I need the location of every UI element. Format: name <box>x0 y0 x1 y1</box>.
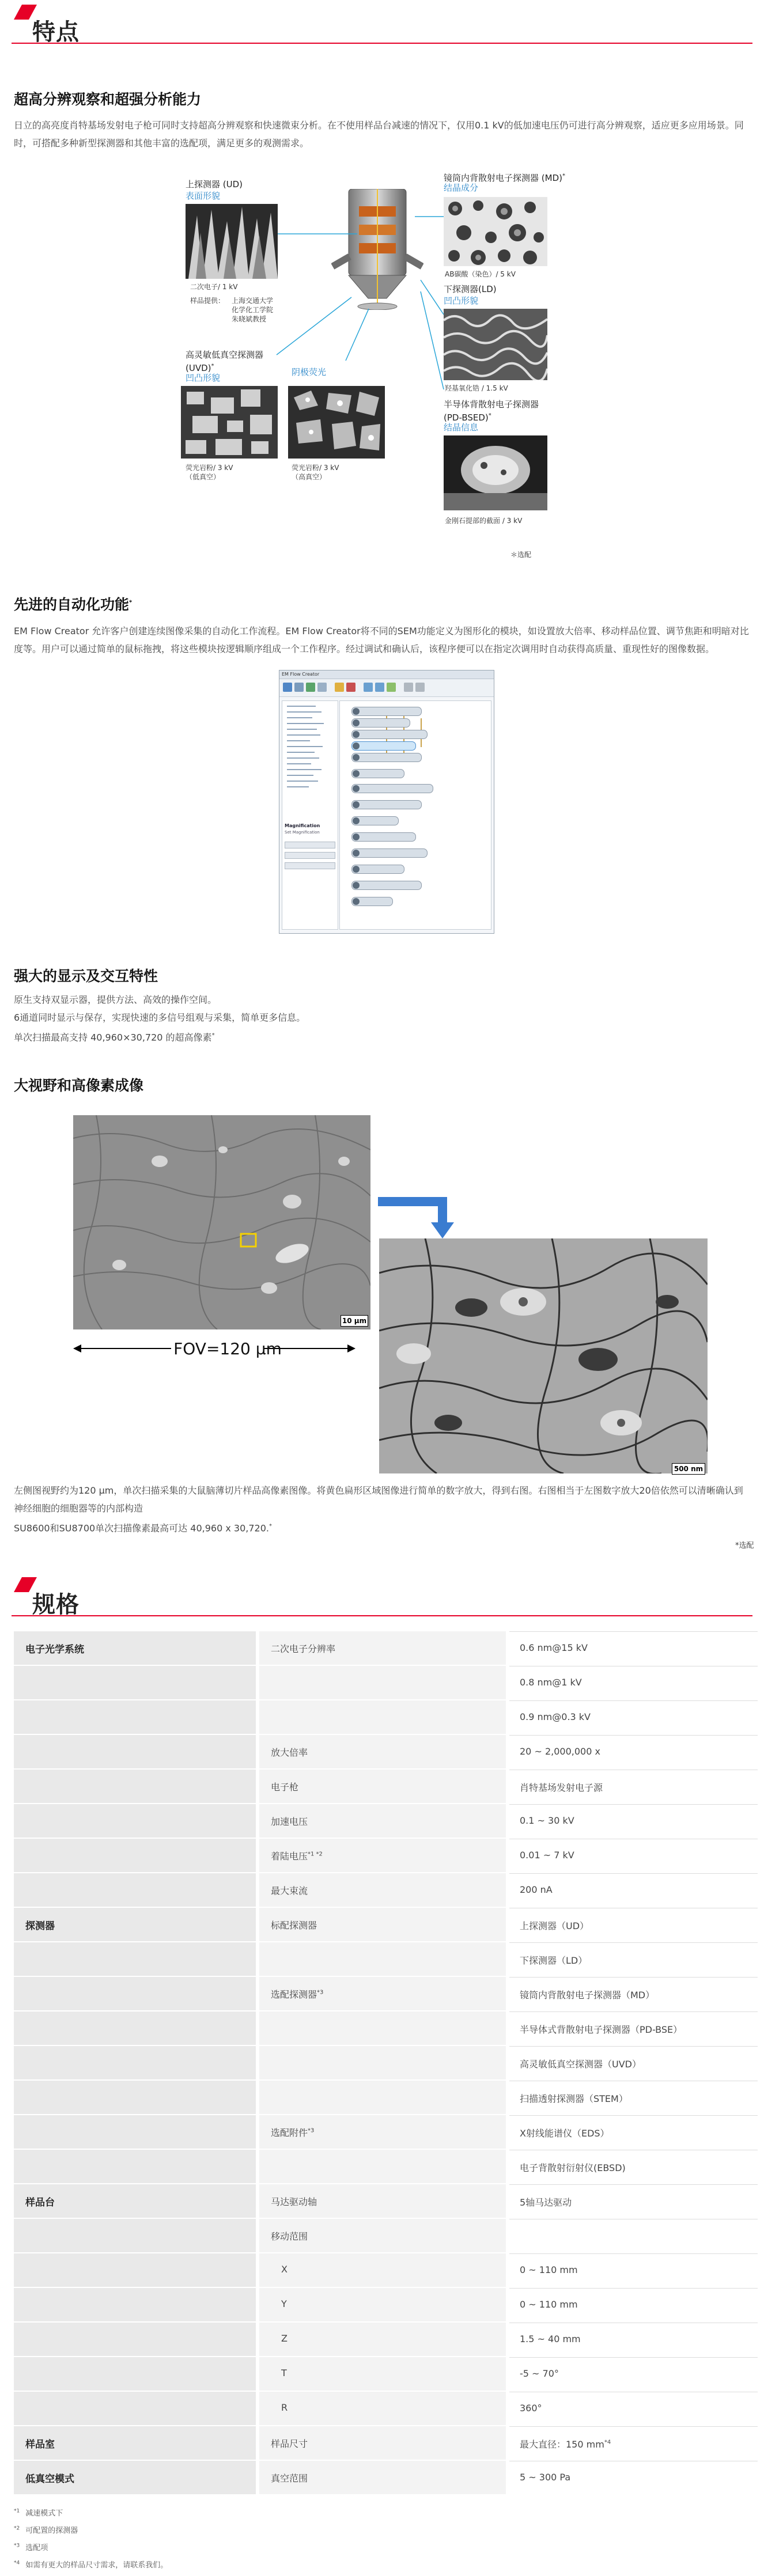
spec-item-cell <box>259 1839 506 1873</box>
spec-item-cell <box>259 1735 506 1770</box>
spec-value-cell <box>509 2426 758 2461</box>
pd-micrograph <box>444 435 547 510</box>
spec-value-cell <box>509 2081 758 2116</box>
spec-item: 移动范围 <box>271 2231 308 2242</box>
toolbar-icon[interactable] <box>317 683 327 692</box>
workflow-node[interactable] <box>351 784 433 793</box>
spec-category-cell <box>14 2357 256 2392</box>
spec-row <box>14 1908 758 1942</box>
section-heading-resolution: 超高分辨观察和超强分析能力 <box>14 91 202 108</box>
spec-category-cell <box>14 2219 256 2253</box>
display-line-3: 单次扫描最高支持 40,960×30,720 的超高像素* <box>14 1032 215 1043</box>
spec-item-cell <box>259 2184 506 2219</box>
spec-item-cell <box>259 1770 506 1804</box>
spec-row <box>14 2323 758 2357</box>
spec-item-cell <box>259 2288 506 2323</box>
zoom-arrow-icon <box>378 1197 459 1243</box>
spec-category-cell <box>14 1770 256 1804</box>
section-heading-display: 强大的显示及交互特性 <box>14 968 158 984</box>
property-field[interactable] <box>285 852 335 859</box>
spec-category-cell <box>14 2253 256 2288</box>
spec-item-cell <box>259 1908 506 1942</box>
spec-category-cell <box>14 2461 256 2495</box>
cl-caption-2: （高真空） <box>292 473 327 481</box>
spec-value-cell <box>509 2288 758 2323</box>
uvd-detector-label2: (UVD)* <box>186 363 214 373</box>
spec-item-cell <box>259 2115 506 2150</box>
spec-value: 0.9 nm@0.3 kV <box>520 1711 591 1722</box>
spec-value: 高灵敏低真空探测器（UVD） <box>520 2059 641 2070</box>
sample-provider-line: 朱晓斌教授 <box>232 315 267 323</box>
toolbar-icon[interactable] <box>375 683 384 692</box>
display-line-1: 原生支持双显示器，提供方法、高效的操作空间。 <box>14 994 217 1005</box>
toolbar-icon[interactable] <box>346 683 355 692</box>
footnote: $^{*2}$ 可配置的探测器 <box>14 2525 78 2535</box>
spec-item: 最大束流 <box>271 1885 308 1896</box>
toolbar-icon[interactable] <box>294 683 304 692</box>
pd-detector-subtitle: 结晶信息 <box>444 422 479 433</box>
optional-note: ＊选配 <box>510 551 532 559</box>
uvd-caption-2: （低真空） <box>186 473 221 481</box>
spec-item-cell <box>259 2011 506 2046</box>
spec-item: X <box>281 2264 288 2275</box>
spec-row <box>14 1804 758 1839</box>
spec-category-cell <box>14 1942 256 1977</box>
spec-item-cell <box>259 1873 506 1908</box>
spec-row <box>14 1770 758 1804</box>
spec-row <box>14 2357 758 2392</box>
ld-detector-label: 下探测器(LD) <box>444 284 497 294</box>
fov-body: 左侧图视野约为120 μm，单次扫描采集的大鼠脑薄切片样品高像素图像。将黄色扁形区域图像进行简单的数字放大，得到右图。右图相当于左图数字放大20倍依然可以清晰确认到神经细胞的细胞器等的内部构造 <box>14 1485 743 1514</box>
spec-row <box>14 2046 758 2081</box>
spec-value-cell <box>509 2461 758 2496</box>
workflow-node[interactable] <box>351 730 428 739</box>
cl-caption-1: 荧光岩粉/ 3 kV <box>292 464 339 472</box>
ld-caption: 羟基氧化锆 / 1.5 kV <box>445 384 508 392</box>
workflow-canvas[interactable] <box>339 700 491 930</box>
spec-category-cell <box>14 2011 256 2046</box>
module-tree-panel <box>282 700 338 930</box>
spec-value: 0.1 ~ 30 kV <box>520 1815 574 1826</box>
spec-category-cell <box>14 1839 256 1873</box>
spec-row <box>14 2461 758 2495</box>
spec-value-cell <box>509 1631 758 1666</box>
spec-category-cell <box>14 1977 256 2011</box>
spec-category: 样品室 <box>25 2439 55 2450</box>
md-detector-label: 镜筒内背散射电子探测器 (MD)* <box>444 173 565 183</box>
spec-item: Y <box>281 2298 287 2309</box>
spec-value: 镜筒内背散射电子探测器（MD） <box>520 1990 655 2001</box>
spec-category-cell <box>14 2426 256 2461</box>
workflow-node[interactable] <box>351 753 422 762</box>
spec-value: -5 ~ 70° <box>520 2368 559 2379</box>
toolbar-icon[interactable] <box>404 683 413 692</box>
spec-category-cell <box>14 1804 256 1839</box>
spec-value-cell <box>509 1908 758 1943</box>
pd-caption: 金刚石提部的截面 / 3 kV <box>445 517 523 525</box>
specs-title: 规格 <box>32 1592 80 1618</box>
toolbar-icon[interactable] <box>283 683 292 692</box>
fov-label: FOV=120 μm <box>173 1339 282 1358</box>
spec-value-cell <box>509 2115 758 2150</box>
fov-pixel-note: SU8600和SU8700单次扫描像素最高可达 40,960 x 30,720.* <box>14 1522 272 1534</box>
ud-detector-label: 上探测器 (UD) <box>186 179 243 190</box>
scale-bar-left: 10 μm <box>341 1315 368 1327</box>
spec-value: X射线能谱仪（EDS） <box>520 2128 610 2139</box>
spec-value: 肖特基场发射电子源 <box>520 1782 603 1793</box>
spec-category-cell <box>14 2288 256 2323</box>
spec-item-cell <box>259 2426 506 2461</box>
spec-category: 电子光学系统 <box>25 1644 84 1656</box>
spec-category: 样品台 <box>25 2197 55 2208</box>
section-heading-automation: 先进的自动化功能* <box>14 596 133 613</box>
spec-item: 真空范围 <box>271 2473 308 2484</box>
toolbar-icon[interactable] <box>364 683 373 692</box>
ud-caption: 二次电子/ 1 kV <box>190 283 238 291</box>
spec-item: R <box>281 2402 288 2413</box>
spec-value-cell <box>509 1700 758 1736</box>
spec-item: 二次电子分辨率 <box>271 1643 336 1654</box>
spec-item: 着陆电压$^{*1 *2}$ <box>271 1851 323 1862</box>
spec-item: 电子枪 <box>271 1782 299 1793</box>
spec-value-cell <box>509 2219 758 2254</box>
toolbar-icon[interactable] <box>306 683 315 692</box>
spec-value-cell <box>509 2392 758 2427</box>
spec-value-cell <box>509 1977 758 2012</box>
toolbar-icon[interactable] <box>415 683 425 692</box>
features-title: 特点 <box>32 19 80 46</box>
spec-category-cell <box>14 2150 256 2184</box>
spec-row <box>14 1873 758 1908</box>
spec-item: 选配探测器$^{*3}$ <box>271 1989 324 2000</box>
spec-value: 20 ~ 2,000,000 x <box>520 1746 600 1757</box>
spec-value-cell <box>509 2150 758 2185</box>
spec-item-cell <box>259 2081 506 2115</box>
spec-item-cell <box>259 1631 506 1666</box>
spec-value-cell <box>509 1735 758 1770</box>
spec-value: 5轴马达驱动 <box>520 2197 572 2208</box>
spec-row <box>14 2253 758 2288</box>
detector-figure <box>179 171 593 562</box>
ud-detector-subtitle: 表面形貌 <box>186 191 221 201</box>
uvd-detector-subtitle: 凹凸形貌 <box>186 373 221 383</box>
spec-item-cell <box>259 1977 506 2011</box>
properties-panel-subtitle: Set Magnification <box>285 830 320 835</box>
spec-row <box>14 1839 758 1873</box>
cl-micrograph <box>288 386 385 459</box>
spec-value-cell <box>509 1873 758 1908</box>
workflow-node[interactable] <box>351 707 422 716</box>
spec-row <box>14 2288 758 2323</box>
ld-micrograph <box>444 309 547 380</box>
spec-item: Z <box>281 2333 288 2344</box>
spec-value-cell <box>509 1804 758 1839</box>
spec-item: 加速电压 <box>271 1816 308 1827</box>
md-detector-subtitle: 结晶成分 <box>444 183 479 193</box>
spec-value-cell <box>509 2011 758 2047</box>
spec-category-cell <box>14 1700 256 1735</box>
md-micrograph <box>444 197 547 266</box>
spec-value-cell <box>509 1839 758 1874</box>
spec-value: 电子背散射衍射仪(EBSD) <box>520 2162 626 2173</box>
high-mag-micrograph <box>379 1238 708 1473</box>
spec-category: 探测器 <box>25 1920 55 1932</box>
spec-item-cell <box>259 2357 506 2392</box>
spec-value-cell <box>509 1770 758 1805</box>
spec-item-cell <box>259 2323 506 2357</box>
spec-value: 0 ~ 110 mm <box>520 2264 578 2275</box>
spec-value-cell <box>509 2253 758 2289</box>
spec-item: 标配探测器 <box>271 1920 317 1931</box>
spec-item: 选配附件$^{*3}$ <box>271 2127 315 2138</box>
property-field[interactable] <box>285 862 335 869</box>
spec-value-cell <box>509 2046 758 2081</box>
spec-category-cell <box>14 1666 256 1700</box>
spec-item-cell <box>259 1666 506 1700</box>
workflow-node[interactable] <box>351 832 416 842</box>
section-heading-fov: 大视野和高像素成像 <box>14 1077 144 1094</box>
spec-item-cell <box>259 2150 506 2184</box>
toolbar-icon[interactable] <box>335 683 344 692</box>
spec-item-cell <box>259 2461 506 2495</box>
spec-value-cell <box>509 2184 758 2219</box>
section-body-automation: EM Flow Creator 允许客户创建连续图像采集的自动化工作流程。EM Flow Creator将不同的SEM功能定义为图形化的模块，如设置放大倍率、移动样品位置、调节焦距和明暗对比度等。用户可以通过简单的鼠标拖拽，将这些模块按逻辑顺序组成一个工作程序。经过调试和确认后，该程序便可以在指定次调用时自动获得高质量、重现性好的图像数据。 <box>14 626 749 654</box>
spec-category-cell <box>14 1735 256 1770</box>
spec-item-cell <box>259 2392 506 2426</box>
spec-item: T <box>281 2367 287 2378</box>
spec-category-cell <box>14 1631 256 1666</box>
software-titlebar: EM Flow Creator <box>279 670 494 679</box>
spec-category-cell <box>14 2392 256 2426</box>
section-body-resolution: 日立的高亮度肖特基场发射电子枪可同时支持超高分辨观察和快速微束分析。在不使用样品台减速的情况下，仅用0.1 kV的低加速电压仍可进行高分辨观察，适应更多应用场景。同时，可搭配多种新型探测器和其他丰富的选配项，满足更多的观测需求。 <box>14 120 744 149</box>
spec-category-cell <box>14 2081 256 2115</box>
spec-value: 上探测器（UD） <box>520 1920 589 1931</box>
spec-category-cell <box>14 1908 256 1942</box>
spec-row <box>14 2150 758 2184</box>
spec-row <box>14 1666 758 1700</box>
spec-value: 1.5 ~ 40 mm <box>520 2333 581 2344</box>
spec-value: 360° <box>520 2403 542 2414</box>
footnote: $^{*4}$ 如需有更大的样品尺寸需求，请联系我们。 <box>14 2560 168 2570</box>
properties-panel-title: Magnification <box>285 823 320 828</box>
uvd-detector-label: 高灵敏低真空探测器 <box>186 350 264 360</box>
spec-value: 5 ~ 300 Pa <box>520 2472 571 2483</box>
workflow-node-selected[interactable] <box>351 741 416 751</box>
workflow-node[interactable] <box>351 800 422 809</box>
ld-detector-subtitle: 凹凸形貌 <box>444 296 479 306</box>
spec-item: 马达驱动轴 <box>271 2196 317 2207</box>
spec-item-cell <box>259 1804 506 1839</box>
spec-category-cell <box>14 2323 256 2357</box>
spec-value: 扫描透射探测器（STEM） <box>520 2093 628 2104</box>
spec-item-cell <box>259 1700 506 1735</box>
spec-value-cell <box>509 1942 758 1978</box>
features-section-header <box>12 0 752 44</box>
uvd-caption-1: 荧光岩粉/ 3 kV <box>186 464 233 472</box>
spec-category-cell <box>14 1873 256 1908</box>
spec-value: 0.8 nm@1 kV <box>520 1677 582 1688</box>
workflow-node[interactable] <box>351 816 399 825</box>
pd-detector-label2: (PD-BSED)* <box>444 412 491 423</box>
spec-row <box>14 2184 758 2219</box>
spec-category-cell <box>14 2046 256 2081</box>
md-caption: AB碳酸（染色）/ 5 kV <box>445 270 516 278</box>
sample-provider-line: 化学化工学院 <box>232 306 274 314</box>
cl-label: 阴极荧光 <box>292 367 327 377</box>
workflow-node[interactable] <box>351 718 410 728</box>
spec-row <box>14 1942 758 1977</box>
spec-item-cell <box>259 2046 506 2081</box>
spec-value: 最大直径：150 $mm^{*4}$ <box>520 2439 611 2450</box>
property-field[interactable] <box>285 842 335 848</box>
spec-row <box>14 2115 758 2150</box>
spec-row <box>14 1735 758 1770</box>
spec-value: 200 nA <box>520 1884 553 1895</box>
spec-row <box>14 1977 758 2011</box>
spec-value: 0.6 nm@15 kV <box>520 1642 588 1653</box>
uvd-micrograph <box>181 386 278 459</box>
workflow-node[interactable] <box>351 848 428 858</box>
spec-row <box>14 1631 758 1666</box>
spec-item: 放大倍率 <box>271 1747 308 1758</box>
spec-category-cell <box>14 2115 256 2150</box>
spec-item-cell <box>259 2253 506 2288</box>
spec-value-cell <box>509 1666 758 1701</box>
spec-row <box>14 2219 758 2253</box>
spec-item-cell <box>259 2219 506 2253</box>
software-toolbar <box>279 679 494 697</box>
spec-value: 0.01 ~ 7 kV <box>520 1850 574 1861</box>
spec-item-cell <box>259 1942 506 1977</box>
ud-micrograph <box>186 204 278 279</box>
footnote: $^{*1}$ 减速模式下 <box>14 2508 63 2518</box>
fov-optional-note: *选配 <box>735 1541 754 1550</box>
spec-value: 0 ~ 110 mm <box>520 2299 578 2310</box>
footnote: $^{*3}$ 选配项 <box>14 2543 48 2552</box>
workflow-node[interactable] <box>351 769 404 778</box>
spec-value: 半导体式背散射电子探测器（PD-BSE） <box>520 2024 683 2035</box>
spec-category: 低真空模式 <box>25 2473 74 2485</box>
spec-item: 样品尺寸 <box>271 2438 308 2449</box>
spec-value-cell <box>509 2323 758 2358</box>
workflow-node[interactable] <box>351 865 404 874</box>
spec-category-cell <box>14 2184 256 2219</box>
spec-row <box>14 2392 758 2426</box>
spec-row <box>14 1700 758 1735</box>
specs-section-header <box>12 1573 752 1616</box>
workflow-node[interactable] <box>351 881 422 890</box>
sample-provider-line: 上海交通大学 <box>232 297 274 305</box>
scale-bar-right: 500 nm <box>672 1463 705 1475</box>
em-flow-creator-screenshot <box>279 670 494 934</box>
spec-value: 下探测器（LD） <box>520 1955 588 1966</box>
workflow-node[interactable] <box>351 897 393 906</box>
pd-detector-label: 半导体背散射电子探测器 <box>444 399 539 410</box>
spec-row <box>14 2426 758 2461</box>
spec-table <box>14 1631 758 2495</box>
sample-provider-label: 样品提供： <box>190 297 225 305</box>
spec-row <box>14 2081 758 2115</box>
low-mag-micrograph <box>73 1115 370 1329</box>
toolbar-icon[interactable] <box>387 683 396 692</box>
spec-value-cell <box>509 2357 758 2392</box>
spec-row <box>14 2011 758 2046</box>
display-line-2: 6通道同时显示与保存，实现快速的多信号组观与采集，简单更多信息。 <box>14 1012 306 1023</box>
